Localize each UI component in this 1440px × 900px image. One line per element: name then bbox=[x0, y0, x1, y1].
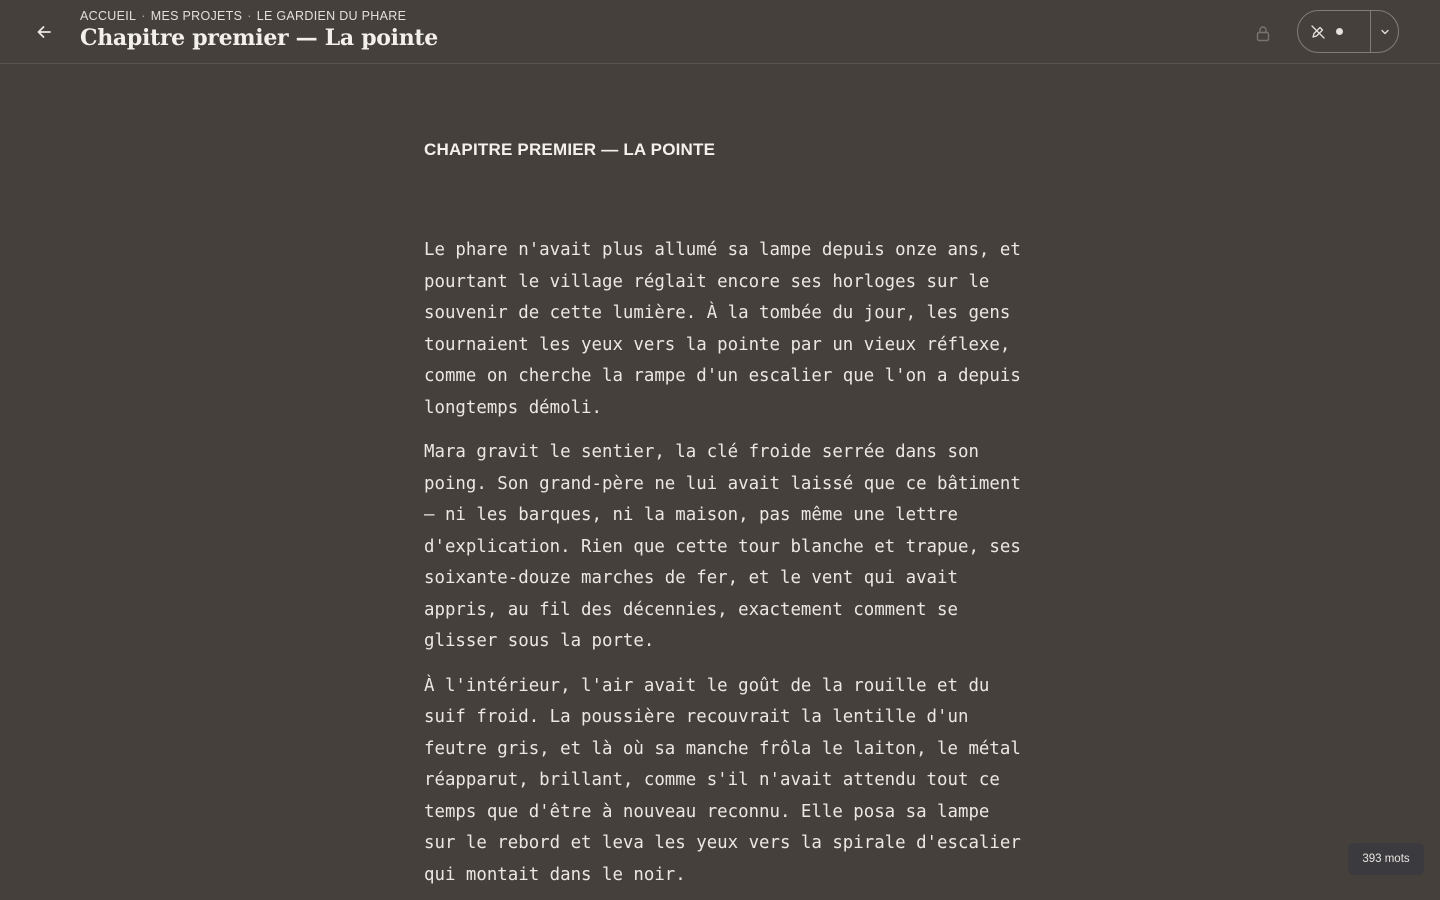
breadcrumb bbox=[80, 9, 406, 23]
page-title: Chapitre premier — La pointe bbox=[80, 25, 438, 51]
breadcrumb-item-accueil[interactable]: ACCUEIL bbox=[80, 9, 137, 23]
pen-off-icon bbox=[1310, 24, 1326, 40]
lock-icon bbox=[1255, 25, 1271, 42]
arrow-left-icon bbox=[35, 23, 53, 41]
status-dot bbox=[1336, 28, 1343, 35]
breadcrumb-item-current[interactable]: LE GARDIEN DU PHARE bbox=[256, 9, 407, 23]
chapter-heading[interactable]: CHAPITRE PREMIER — LA POINTE bbox=[424, 140, 716, 159]
breadcrumb-separator: · bbox=[141, 9, 146, 23]
manuscript-body bbox=[424, 235, 1024, 891]
breadcrumb-separator: · bbox=[247, 9, 252, 23]
mode-dropdown-button[interactable] bbox=[1371, 11, 1398, 52]
paragraph[interactable]: À l'intérieur, l'air avait le goût de la rouille et du suif froid. La poussière recouvrait la lentille d'un feutre gris, et là où sa manche frôla le laiton, le métal réapparut, brillant, comme s'il n'avait attendu tout ce temps que d'être à nouveau reconnu. Elle posa sa lampe sur le rebord et leva les yeux vers la spirale d'escalier qui montait dans le noir. bbox=[424, 675, 1021, 885]
chevron-down-icon bbox=[1380, 27, 1390, 37]
breadcrumb-item-projets[interactable]: MES PROJETS bbox=[150, 9, 243, 23]
paragraph[interactable]: Le phare n'avait plus allumé sa lampe depuis onze ans, et pourtant le village réglait encore ses horloges sur le souvenir de cette lumière. À la tombée du jour, les gens tournaient les yeux vers la pointe par un vieux réflexe, comme on cherche la rampe d'un escalier que l'on a depuis longtemps démoli. bbox=[424, 240, 1021, 418]
manuscript-editor[interactable] bbox=[424, 136, 1024, 900]
word-count-badge: 393 mots bbox=[1348, 843, 1424, 875]
writing-mode-button[interactable] bbox=[1298, 11, 1370, 52]
paragraph[interactable]: Mara gravit le sentier, la clé froide serrée dans son poing. Son grand-père ne lui avait laissé que ce bâtiment — ni les barques, ni la maison, pas même une lettre d'explication. Rien que cette tour blanche et trapue, ses soixante-douze marches de fer, et le vent qui avait appris, au fil des décennies, exactement comment se glisser sous la porte. bbox=[424, 442, 1021, 651]
back-button[interactable] bbox=[28, 16, 60, 48]
lock-button[interactable] bbox=[1250, 20, 1276, 46]
writing-mode-control bbox=[1297, 10, 1399, 53]
top-bar bbox=[0, 0, 1440, 64]
